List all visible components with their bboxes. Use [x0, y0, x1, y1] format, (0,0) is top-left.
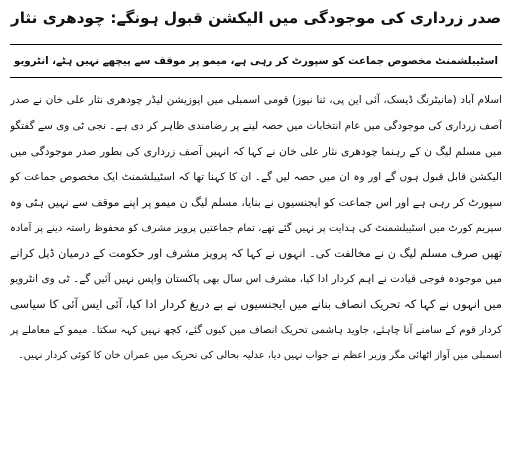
- body-line: اسمبلی میں آواز اٹھائی مگر وزیر اعظم نے جواب نہیں دیا، عدلیہ بحالی کی تحریک میں عمران خان کا کوئی کردار نہیں۔: [18, 350, 502, 361]
- body-line: اسلام آباد (مانیٹرنگ ڈیسک، آئی این پی، ثنا نیوز) قومی اسمبلی میں اپوزیشن لیڈر چودھری نثار علی خان نے صدر: [10, 94, 502, 106]
- body-line: تھیں صرف مسلم لیگ ن نے مخالفت کی۔ انہوں نے کہا کہ پرویز مشرف اور حکومت کے درمیان ڈیل کرانے: [10, 247, 502, 260]
- body-line: آصف زرداری کی موجودگی میں عام انتخابات میں حصہ لینے پر رضامندی ظاہر کر دی ہے۔ نجی ٹی وی سے گفتگو: [10, 119, 502, 132]
- body-line: میں موجودہ فوجی قیادت نے اہم کردار ادا کیا، مشرف اس سال بھی پاکستان واپس نہیں آئیں گے۔ ٹی وی انٹرویو: [10, 272, 502, 285]
- body-line: کردار قوم کے سامنے آنا چاہئے، جاوید ہاشمی تحریک انصاف میں کیوں گئے، کچھ نہیں کہہ سکتا۔ میمو کے معاملے پر: [10, 324, 502, 336]
- headline: صدر زرداری کی موجودگی میں الیکشن قبول ہونگے: چودھری نثار: [10, 9, 502, 27]
- article-body: [10, 88, 502, 369]
- body-line: میں مسلم لیگ ن کے رہنما چودھری نثار علی خان نے کہا کہ انہیں آصف زرداری کی بطور صدر موجودگی میں: [10, 145, 502, 158]
- body-line: الیکشن قابل قبول ہوں گے اور وہ ان میں حصہ لیں گے۔ ان کا کہنا تھا کہ اسٹیبلشمنٹ ایک مخصوص جماعت کو: [10, 170, 502, 183]
- subheadline: اسٹیبلشمنٹ مخصوص جماعت کو سپورٹ کر رہی ہے، میمو پر موقف سے پیچھے نہیں ہٹے، انٹرویو: [10, 44, 502, 78]
- body-line: میں انہوں نے کہا کہ تحریک انصاف بنانے میں ایجنسیوں نے بے دریغ کردار ادا کیا، آئی ایس آئی کا سیاسی: [10, 297, 502, 311]
- body-line: سپریم کورٹ میں اسٹیبلشمنٹ کی ہدایت پر نہیں گئے تھے، تمام جماعتیں پرویز مشرف کو محفوظ راستہ دینے پر آمادہ: [10, 222, 502, 234]
- body-line: سپورٹ کر رہی ہے اور اس جماعت کو ایجنسیوں نے بنایا، مسلم لیگ ن میمو پر اپنے موقف سے نہیں ہٹی وہ: [10, 196, 502, 209]
